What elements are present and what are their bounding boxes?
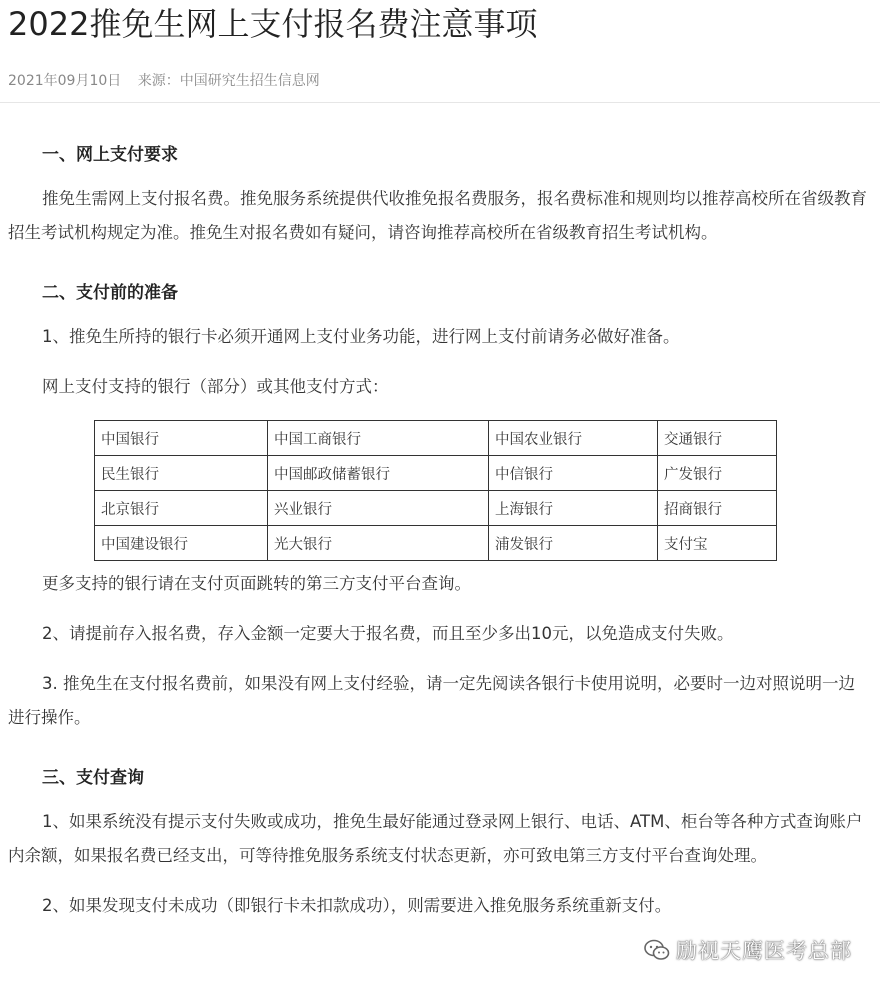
article-meta	[8, 70, 332, 90]
table-row	[95, 456, 777, 491]
bank-cell: 交通银行	[658, 421, 777, 456]
bank-cell: 招商银行	[658, 491, 777, 526]
bank-cell: 民生银行	[95, 456, 268, 491]
section-heading-preparation: 二、支付前的准备	[42, 283, 178, 303]
bank-cell: 中信银行	[489, 456, 658, 491]
bank-cell: 兴业银行	[268, 491, 489, 526]
bank-cell: 中国邮政储蓄银行	[268, 456, 489, 491]
paragraph: 3. 推免生在支付报名费前，如果没有网上支付经验，请一定先阅读各银行卡使用说明，必要时一边对照说明一边进行操作。	[8, 674, 855, 727]
article-source[interactable]: 来源：中国研究生招生信息网	[137, 73, 320, 89]
paragraph: 1、推免生所持的银行卡必须开通网上支付业务功能，进行网上支付前请务必做好准备。	[42, 327, 680, 346]
publish-date: 2021年09月10日	[8, 73, 122, 89]
watermark-text: 励视天鹰医考总部	[676, 939, 852, 963]
wechat-icon	[644, 939, 670, 961]
bank-cell: 上海银行	[489, 491, 658, 526]
section-heading-payment-requirements: 一、网上支付要求	[42, 145, 178, 165]
bank-cell: 支付宝	[658, 526, 777, 561]
paragraph: 2、请提前存入报名费，存入金额一定要大于报名费，而且至少多出10元，以免造成支付失败。	[42, 624, 734, 643]
paragraph: 2、如果发现支付未成功（即银行卡未扣款成功），则需要进入推免服务系统重新支付。	[42, 896, 672, 915]
bank-cell: 光大银行	[268, 526, 489, 561]
watermark	[644, 935, 852, 965]
table-row	[95, 491, 777, 526]
bank-cell: 中国工商银行	[268, 421, 489, 456]
section-heading-payment-query: 三、支付查询	[42, 768, 144, 788]
table-row	[95, 421, 777, 456]
header-divider	[0, 102, 880, 103]
article-body	[8, 128, 868, 939]
bank-cell: 浦发银行	[489, 526, 658, 561]
paragraph: 1、如果系统没有提示支付失败或成功，推免生最好能通过登录网上银行、电话、ATM、柜台等各种方式查询账户内余额，如果报名费已经支出，可等待推免服务系统支付状态更新，亦可致电第三方支付平台查询处理。	[8, 812, 863, 865]
bank-cell: 北京银行	[95, 491, 268, 526]
bank-cell: 中国农业银行	[489, 421, 658, 456]
bank-cell: 广发银行	[658, 456, 777, 491]
bank-table	[94, 420, 777, 561]
page-title: 2022推免生网上支付报名费注意事项	[8, 5, 538, 43]
bank-cell: 中国银行	[95, 421, 268, 456]
bank-cell: 中国建设银行	[95, 526, 268, 561]
paragraph: 网上支付支持的银行（部分）或其他支付方式：	[42, 377, 389, 396]
table-row	[95, 526, 777, 561]
paragraph: 推免生需网上支付报名费。推免服务系统提供代收推免报名费服务，报名费标准和规则均以推荐高校所在省级教育招生考试机构规定为准。推免生对报名费如有疑问，请咨询推荐高校所在省级教育招生考试机构。	[8, 189, 867, 242]
paragraph: 更多支持的银行请在支付页面跳转的第三方支付平台查询。	[42, 574, 471, 593]
